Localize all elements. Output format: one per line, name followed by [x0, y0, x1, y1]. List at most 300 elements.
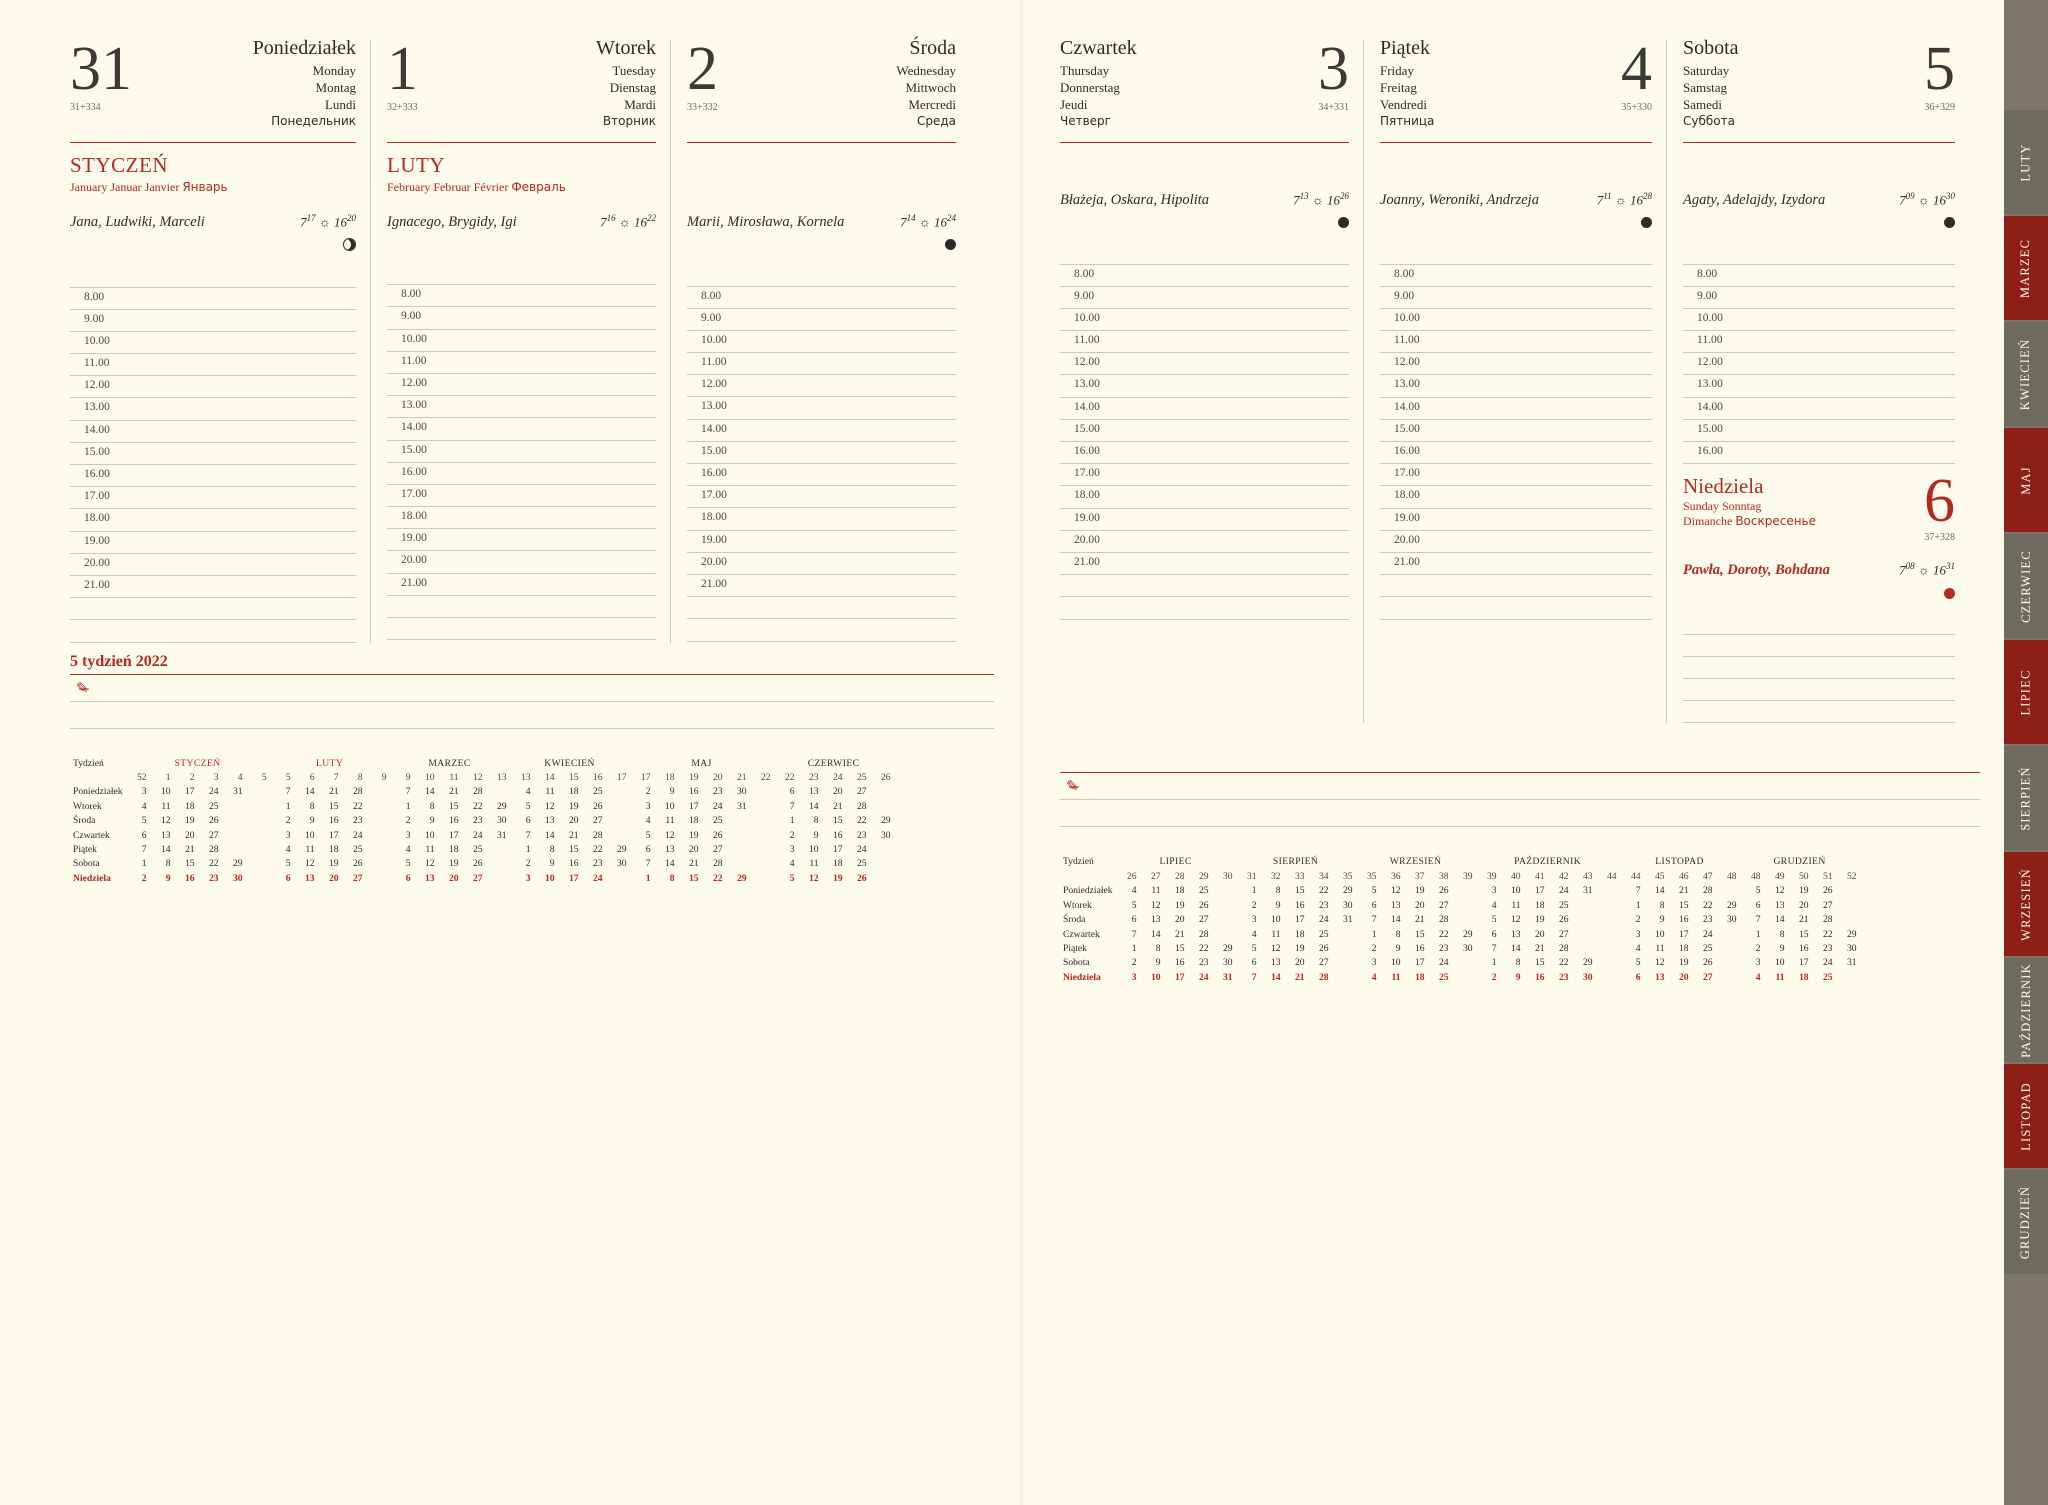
mini-calendar-day[interactable]: 30 [1726, 914, 1737, 926]
mini-calendar-day[interactable]: 19 [1798, 885, 1809, 897]
mini-calendar-day[interactable] [726, 857, 750, 871]
hour-row-13[interactable] [387, 396, 656, 418]
mini-calendar-day[interactable]: 10 [1150, 971, 1161, 983]
mini-calendar-day[interactable]: 31 [1582, 885, 1593, 897]
mini-calendar-day[interactable]: 8 [165, 858, 171, 870]
hour-row-8[interactable] [70, 288, 356, 310]
mini-calendar-day[interactable]: 4 [285, 843, 291, 855]
mini-calendar-day[interactable]: 1 [141, 858, 147, 870]
hour-row-18[interactable] [70, 509, 356, 531]
note-row[interactable] [1683, 657, 1955, 679]
mini-calendar-day[interactable]: 30 [496, 815, 507, 827]
mini-calendar-day[interactable]: 10 [1654, 928, 1665, 940]
mini-calendar-day[interactable]: 17 [568, 872, 579, 884]
mini-calendar-day[interactable] [726, 829, 750, 843]
mini-calendar-day[interactable]: 13 [1270, 957, 1281, 969]
mini-calendar-day[interactable]: 25 [472, 843, 483, 855]
mini-calendar-day[interactable]: 29 [232, 858, 243, 870]
mini-calendar-day[interactable]: 1 [1251, 885, 1257, 897]
mini-calendar-day[interactable]: 8 [429, 800, 435, 812]
mini-calendar-day[interactable]: 24 [1822, 957, 1833, 969]
mini-calendar-day[interactable]: 1 [789, 815, 795, 827]
mini-calendar-day[interactable]: 19 [688, 829, 699, 841]
month-tab-luty[interactable] [2004, 110, 2048, 214]
hour-row-9[interactable] [1380, 287, 1652, 309]
mini-calendar-day[interactable] [1716, 971, 1740, 985]
mini-calendar-day[interactable]: 29 [496, 800, 507, 812]
hour-row-blank[interactable] [1380, 242, 1652, 264]
hour-row-11[interactable] [1683, 331, 1955, 353]
day-column-thursday[interactable] [1060, 35, 1363, 723]
mini-calendar-day[interactable] [606, 800, 630, 814]
hour-row-8[interactable] [387, 285, 656, 307]
mini-calendar-day[interactable]: 25 [1822, 971, 1833, 983]
mini-calendar-day[interactable] [606, 872, 630, 886]
hour-row-21[interactable] [1380, 553, 1652, 575]
mini-calendar-day[interactable]: 14 [808, 800, 819, 812]
hour-row-13[interactable] [1683, 375, 1955, 397]
mini-calendar-day[interactable]: 14 [544, 829, 555, 841]
mini-calendar-day[interactable]: 18 [1678, 942, 1689, 954]
mini-calendar-day[interactable]: 26 [1198, 899, 1209, 911]
mini-calendar-day[interactable]: 14 [664, 858, 675, 870]
mini-calendar-day[interactable]: 20 [328, 872, 339, 884]
mini-calendar-day[interactable]: 22 [592, 843, 603, 855]
mini-calendar-day[interactable]: 15 [1534, 957, 1545, 969]
mini-calendar-day[interactable]: 12 [160, 815, 171, 827]
mini-calendar-day[interactable]: 1 [1635, 899, 1641, 911]
mini-calendar-day[interactable]: 15 [328, 800, 339, 812]
mini-calendar-day[interactable]: 30 [1222, 957, 1233, 969]
mini-calendar-day[interactable]: 6 [1755, 899, 1761, 911]
mini-calendar-day[interactable]: 16 [568, 858, 579, 870]
mini-calendar-day[interactable]: 13 [1390, 899, 1401, 911]
hour-row-17[interactable] [1380, 464, 1652, 486]
mini-calendar-day[interactable]: 9 [1395, 942, 1401, 954]
hour-row-12[interactable] [1683, 353, 1955, 375]
mini-calendar-day[interactable]: 10 [1774, 957, 1785, 969]
mini-calendar-day[interactable]: 25 [208, 800, 219, 812]
month-tab-wrzesień[interactable] [2004, 852, 2048, 956]
mini-calendar-day[interactable]: 11 [305, 843, 315, 855]
month-tab-czerwiec[interactable] [2004, 534, 2048, 638]
hour-row-21[interactable] [70, 576, 356, 598]
hour-row-13[interactable] [1380, 375, 1652, 397]
hour-grid[interactable] [1683, 242, 1955, 464]
mini-calendar-day[interactable] [606, 785, 630, 799]
mini-calendar-day[interactable]: 24 [1438, 957, 1449, 969]
month-tab-maj[interactable] [2004, 428, 2048, 532]
mini-calendar-day[interactable]: 3 [1755, 957, 1761, 969]
mini-calendar-day[interactable]: 27 [1558, 928, 1569, 940]
hour-grid[interactable] [687, 264, 956, 641]
mini-calendar-day[interactable] [1452, 956, 1476, 970]
mini-calendar-day[interactable]: 22 [1198, 942, 1209, 954]
hour-row-9[interactable] [387, 307, 656, 329]
mini-calendar-day[interactable] [1572, 913, 1596, 927]
mini-calendar-day[interactable]: 2 [1251, 899, 1257, 911]
mini-calendar-day[interactable] [606, 829, 630, 843]
mini-calendar-day[interactable]: 30 [616, 858, 627, 870]
mini-calendar-day[interactable]: 13 [664, 843, 675, 855]
day-column-friday[interactable] [1363, 35, 1666, 723]
mini-calendar-day[interactable]: 25 [856, 858, 867, 870]
note-row[interactable] [1683, 613, 1955, 635]
mini-calendar-day[interactable] [1452, 884, 1476, 898]
mini-calendar-day[interactable]: 4 [141, 800, 147, 812]
mini-calendar-day[interactable] [246, 843, 270, 857]
hour-row-9[interactable] [70, 310, 356, 332]
mini-calendar-day[interactable]: 31 [736, 800, 747, 812]
hour-row-11[interactable] [387, 352, 656, 374]
mini-calendar-day[interactable]: 5 [525, 800, 531, 812]
mini-calendar-day[interactable]: 21 [328, 786, 339, 798]
mini-calendar-day[interactable]: 9 [813, 829, 819, 841]
mini-calendar-day[interactable]: 5 [789, 872, 795, 884]
mini-calendar-day[interactable]: 2 [525, 858, 531, 870]
hour-row-19[interactable] [387, 529, 656, 551]
mini-calendar-day[interactable] [222, 843, 246, 857]
hour-row-9[interactable] [687, 309, 956, 331]
mini-calendar-day[interactable]: 2 [645, 786, 651, 798]
mini-calendar-day[interactable]: 23 [208, 872, 219, 884]
mini-calendar-day[interactable]: 9 [1275, 899, 1281, 911]
hour-row-11[interactable] [1060, 331, 1349, 353]
mini-calendar-day[interactable]: 26 [856, 872, 867, 884]
mini-calendar-day[interactable] [1836, 971, 1860, 985]
hour-row-18[interactable] [1380, 486, 1652, 508]
mini-calendar-day[interactable]: 23 [352, 815, 363, 827]
mini-calendar-day[interactable]: 15 [1414, 928, 1425, 940]
hour-row-17[interactable] [1060, 464, 1349, 486]
mini-calendar-day[interactable]: 25 [1558, 899, 1569, 911]
mini-calendar-day[interactable]: 20 [448, 872, 459, 884]
mini-calendar-day[interactable]: 21 [1414, 914, 1425, 926]
mini-calendar-day[interactable]: 5 [1635, 957, 1641, 969]
mini-calendar-day[interactable]: 11 [1151, 885, 1161, 897]
sunday-block[interactable] [1683, 467, 1955, 723]
mini-calendar-day[interactable] [750, 857, 774, 871]
hour-row-8[interactable] [1683, 265, 1955, 287]
note-line[interactable] [70, 675, 994, 702]
hour-row-blank[interactable] [1380, 597, 1652, 619]
mini-calendar-day[interactable] [1572, 928, 1596, 942]
mini-calendar-day[interactable] [1596, 913, 1620, 927]
mini-calendar-day[interactable]: 14 [1510, 942, 1521, 954]
mini-calendar-day[interactable]: 14 [1654, 885, 1665, 897]
mini-calendar-day[interactable]: 29 [736, 872, 747, 884]
mini-calendar-day[interactable]: 28 [856, 800, 867, 812]
mini-calendar-day[interactable]: 17 [1294, 914, 1305, 926]
mini-calendar-day[interactable]: 11 [425, 843, 435, 855]
mini-calendar-day[interactable]: 15 [1294, 885, 1305, 897]
mini-calendar-day[interactable] [726, 843, 750, 857]
mini-calendar-day[interactable]: 29 [616, 843, 627, 855]
hour-row-8[interactable] [1380, 265, 1652, 287]
mini-calendar-day[interactable]: 16 [328, 815, 339, 827]
mini-calendar-day[interactable]: 29 [1846, 928, 1857, 940]
month-tab-sierpień[interactable] [2004, 746, 2048, 850]
mini-calendar-day[interactable]: 27 [1318, 957, 1329, 969]
mini-calendar-day[interactable]: 14 [1390, 914, 1401, 926]
mini-calendar-day[interactable]: 30 [1846, 942, 1857, 954]
mini-calendar-day[interactable]: 1 [1131, 942, 1137, 954]
mini-calendar-day[interactable]: 26 [352, 858, 363, 870]
mini-calendar-day[interactable]: 21 [184, 843, 195, 855]
mini-calendar-day[interactable]: 21 [688, 858, 699, 870]
mini-calendar-day[interactable]: 2 [1755, 942, 1761, 954]
mini-calendar-day[interactable]: 3 [1491, 885, 1497, 897]
mini-calendar-day[interactable]: 29 [1582, 957, 1593, 969]
mini-calendar-day[interactable]: 25 [592, 786, 603, 798]
mini-calendar-day[interactable]: 4 [1251, 928, 1257, 940]
mini-calendar-day[interactable] [1716, 884, 1740, 898]
hour-row-blank[interactable] [70, 598, 356, 620]
hour-row-11[interactable] [1380, 331, 1652, 353]
hour-grid[interactable] [1380, 242, 1652, 619]
mini-calendar-day[interactable]: 7 [645, 858, 651, 870]
hour-row-14[interactable] [1380, 398, 1652, 420]
mini-calendar-day[interactable] [1836, 899, 1860, 913]
day-column-monday[interactable] [70, 35, 370, 643]
mini-calendar-day[interactable]: 17 [1534, 885, 1545, 897]
mini-calendar-day[interactable] [1716, 942, 1740, 956]
hour-row-10[interactable] [687, 331, 956, 353]
mini-calendar-day[interactable]: 24 [1702, 928, 1713, 940]
mini-calendar-day[interactable]: 9 [309, 815, 315, 827]
mini-calendar-day[interactable]: 10 [1390, 957, 1401, 969]
mini-calendar-day[interactable]: 3 [141, 786, 147, 798]
mini-calendar-day[interactable]: 7 [1251, 971, 1257, 983]
mini-calendar-day[interactable] [870, 857, 894, 871]
mini-calendar-day[interactable]: 6 [1491, 928, 1497, 940]
mini-calendar-day[interactable]: 16 [1678, 914, 1689, 926]
mini-calendar-day[interactable]: 13 [808, 786, 819, 798]
mini-calendar-day[interactable]: 13 [160, 829, 171, 841]
mini-calendar-day[interactable]: 6 [525, 815, 531, 827]
mini-calendar-day[interactable] [366, 814, 390, 828]
mini-calendar-day[interactable] [1212, 899, 1236, 913]
mini-calendar-day[interactable]: 15 [1798, 928, 1809, 940]
mini-calendar-day[interactable]: 22 [1438, 928, 1449, 940]
mini-calendar-day[interactable]: 19 [1678, 957, 1689, 969]
mini-calendar-day[interactable] [870, 843, 894, 857]
hour-row-19[interactable] [1060, 509, 1349, 531]
mini-calendar-day[interactable]: 20 [184, 829, 195, 841]
month-tab-strip[interactable] [2004, 110, 2048, 1276]
hour-row-10[interactable] [1060, 309, 1349, 331]
mini-calendar-day[interactable]: 24 [592, 872, 603, 884]
hour-row-blank[interactable] [70, 265, 356, 287]
mini-calendar-day[interactable] [1596, 956, 1620, 970]
mini-calendar-day[interactable]: 5 [1755, 885, 1761, 897]
mini-calendar-day[interactable]: 27 [592, 815, 603, 827]
mini-calendar-day[interactable]: 30 [1462, 942, 1473, 954]
mini-calendar-day[interactable] [1596, 942, 1620, 956]
mini-calendar-day[interactable]: 20 [1174, 914, 1185, 926]
mini-calendar-day[interactable]: 29 [880, 815, 891, 827]
mini-calendar-day[interactable]: 8 [813, 815, 819, 827]
mini-calendar-day[interactable]: 13 [424, 872, 435, 884]
mini-calendar-day[interactable]: 22 [1318, 885, 1329, 897]
mini-calendar-day[interactable]: 5 [1251, 942, 1257, 954]
mini-calendar-day[interactable]: 11 [161, 800, 171, 812]
hour-row-17[interactable] [687, 486, 956, 508]
mini-calendar-day[interactable]: 1 [1755, 928, 1761, 940]
mini-calendar-day[interactable]: 13 [544, 815, 555, 827]
mini-calendar-day[interactable]: 29 [1342, 885, 1353, 897]
mini-calendar-day[interactable]: 29 [1462, 928, 1473, 940]
hour-row-12[interactable] [70, 376, 356, 398]
mini-calendar-day[interactable]: 28 [1558, 942, 1569, 954]
mini-calendar-day[interactable]: 2 [285, 815, 291, 827]
month-tab-grudzień[interactable] [2004, 1170, 2048, 1274]
mini-calendar-day[interactable]: 16 [1174, 957, 1185, 969]
mini-calendar-day[interactable] [222, 800, 246, 814]
mini-calendar-day[interactable] [750, 872, 774, 886]
mini-calendar-day[interactable]: 17 [1414, 957, 1425, 969]
month-tab-październik[interactable] [2004, 958, 2048, 1062]
mini-calendar-day[interactable]: 5 [141, 815, 147, 827]
hour-row-9[interactable] [1060, 287, 1349, 309]
hour-row-14[interactable] [70, 421, 356, 443]
mini-calendar-day[interactable] [366, 857, 390, 871]
mini-calendar-day[interactable]: 4 [1755, 971, 1761, 983]
hour-row-10[interactable] [1683, 309, 1955, 331]
mini-calendar-day[interactable]: 25 [1438, 971, 1449, 983]
hour-row-16[interactable] [70, 465, 356, 487]
mini-calendar-day[interactable]: 1 [1371, 928, 1377, 940]
mini-calendar-day[interactable]: 13 [1654, 971, 1665, 983]
mini-calendar-day[interactable]: 14 [1150, 928, 1161, 940]
mini-calendar-day[interactable]: 3 [1131, 971, 1137, 983]
mini-calendar-day[interactable]: 17 [1798, 957, 1809, 969]
mini-calendar-day[interactable]: 4 [789, 858, 795, 870]
hour-row-21[interactable] [687, 575, 956, 597]
mini-calendar-day[interactable]: 27 [1438, 899, 1449, 911]
mini-calendar-day[interactable]: 13 [1150, 914, 1161, 926]
hour-row-blank[interactable] [1380, 575, 1652, 597]
mini-calendar-day[interactable]: 4 [405, 843, 411, 855]
mini-calendar-day[interactable]: 20 [688, 843, 699, 855]
hour-row-15[interactable] [687, 442, 956, 464]
mini-calendar-day[interactable]: 23 [856, 829, 867, 841]
hour-row-15[interactable] [1683, 420, 1955, 442]
mini-calendar-day[interactable]: 29 [1222, 942, 1233, 954]
mini-calendar-day[interactable]: 10 [1510, 885, 1521, 897]
mini-calendar-day[interactable]: 25 [1318, 928, 1329, 940]
mini-calendar-day[interactable] [486, 872, 510, 886]
mini-calendar-day[interactable]: 9 [1515, 971, 1521, 983]
mini-calendar-day[interactable] [246, 857, 270, 871]
mini-calendar-day[interactable]: 28 [592, 829, 603, 841]
mini-calendar-day[interactable]: 10 [304, 829, 315, 841]
mini-calendar-day[interactable] [1452, 913, 1476, 927]
mini-calendar-day[interactable]: 12 [808, 872, 819, 884]
hour-row-blank[interactable] [387, 618, 656, 640]
mini-calendar-day[interactable]: 9 [1155, 957, 1161, 969]
mini-calendar-day[interactable]: 30 [736, 786, 747, 798]
hour-row-12[interactable] [1060, 353, 1349, 375]
mini-calendar-day[interactable]: 7 [1131, 928, 1137, 940]
hour-row-10[interactable] [70, 332, 356, 354]
mini-calendar-day[interactable]: 10 [160, 786, 171, 798]
mini-calendar-day[interactable]: 26 [1558, 914, 1569, 926]
mini-calendar-day[interactable]: 20 [1414, 899, 1425, 911]
mini-calendar-day[interactable]: 8 [1659, 899, 1665, 911]
mini-calendar-day[interactable]: 2 [1635, 914, 1641, 926]
mini-calendar-day[interactable]: 4 [1131, 885, 1137, 897]
mini-calendar-day[interactable]: 22 [208, 858, 219, 870]
hour-row-20[interactable] [70, 554, 356, 576]
mini-calendar-day[interactable] [1332, 928, 1356, 942]
hour-row-21[interactable] [387, 574, 656, 596]
hour-row-16[interactable] [1683, 442, 1955, 464]
mini-calendar-day[interactable]: 30 [880, 829, 891, 841]
mini-calendar-day[interactable]: 22 [1822, 928, 1833, 940]
month-tab-kwiecień[interactable] [2004, 322, 2048, 426]
note-line[interactable] [1060, 773, 1980, 800]
mini-calendar-day[interactable]: 9 [1659, 914, 1665, 926]
mini-calendar-day[interactable]: 26 [1438, 885, 1449, 897]
mini-calendar-day[interactable]: 7 [141, 843, 147, 855]
hour-row-15[interactable] [1380, 420, 1652, 442]
mini-calendar-day[interactable]: 16 [1414, 942, 1425, 954]
mini-calendar-day[interactable]: 6 [405, 872, 411, 884]
mini-calendar-day[interactable] [1716, 956, 1740, 970]
mini-calendar-day[interactable]: 31 [1846, 957, 1857, 969]
mini-calendar-day[interactable]: 7 [789, 800, 795, 812]
hour-row-20[interactable] [1060, 531, 1349, 553]
mini-calendar-day[interactable]: 7 [1491, 942, 1497, 954]
mini-calendar-day[interactable]: 19 [568, 800, 579, 812]
mini-calendar-day[interactable]: 24 [472, 829, 483, 841]
mini-calendar-day[interactable]: 7 [1371, 914, 1377, 926]
mini-calendar-day[interactable]: 26 [712, 829, 723, 841]
mini-calendar-day[interactable]: 15 [568, 843, 579, 855]
hour-row-16[interactable] [1060, 442, 1349, 464]
mini-calendar-day[interactable]: 21 [1678, 885, 1689, 897]
mini-calendar-day[interactable] [1596, 928, 1620, 942]
mini-calendar-day[interactable]: 12 [1270, 942, 1281, 954]
mini-calendar-day[interactable] [750, 785, 774, 799]
mini-calendar-day[interactable]: 10 [808, 843, 819, 855]
hour-row-12[interactable] [387, 374, 656, 396]
mini-calendar-day[interactable]: 27 [472, 872, 483, 884]
mini-calendar-day[interactable]: 15 [832, 815, 843, 827]
mini-calendar-day[interactable]: 15 [448, 800, 459, 812]
mini-calendar-day[interactable]: 26 [472, 858, 483, 870]
mini-calendar-day[interactable] [1452, 971, 1476, 985]
mini-calendar-day[interactable]: 28 [1438, 914, 1449, 926]
mini-calendar-day[interactable]: 8 [309, 800, 315, 812]
mini-calendar-day[interactable]: 4 [525, 786, 531, 798]
mini-calendar-day[interactable]: 12 [544, 800, 555, 812]
hour-row-19[interactable] [1380, 509, 1652, 531]
mini-calendar-day[interactable]: 19 [1414, 885, 1425, 897]
mini-calendar-day[interactable]: 11 [1271, 928, 1281, 940]
mini-calendar-day[interactable]: 22 [1702, 899, 1713, 911]
mini-calendar-day[interactable]: 23 [1702, 914, 1713, 926]
mini-calendar-day[interactable]: 5 [405, 858, 411, 870]
mini-calendar-day[interactable] [1836, 884, 1860, 898]
mini-calendar-day[interactable] [1212, 884, 1236, 898]
mini-calendar-day[interactable]: 26 [592, 800, 603, 812]
mini-calendar-day[interactable] [366, 800, 390, 814]
mini-calendar-day[interactable]: 28 [712, 858, 723, 870]
mini-calendar-day[interactable]: 19 [184, 815, 195, 827]
hour-row-19[interactable] [687, 531, 956, 553]
